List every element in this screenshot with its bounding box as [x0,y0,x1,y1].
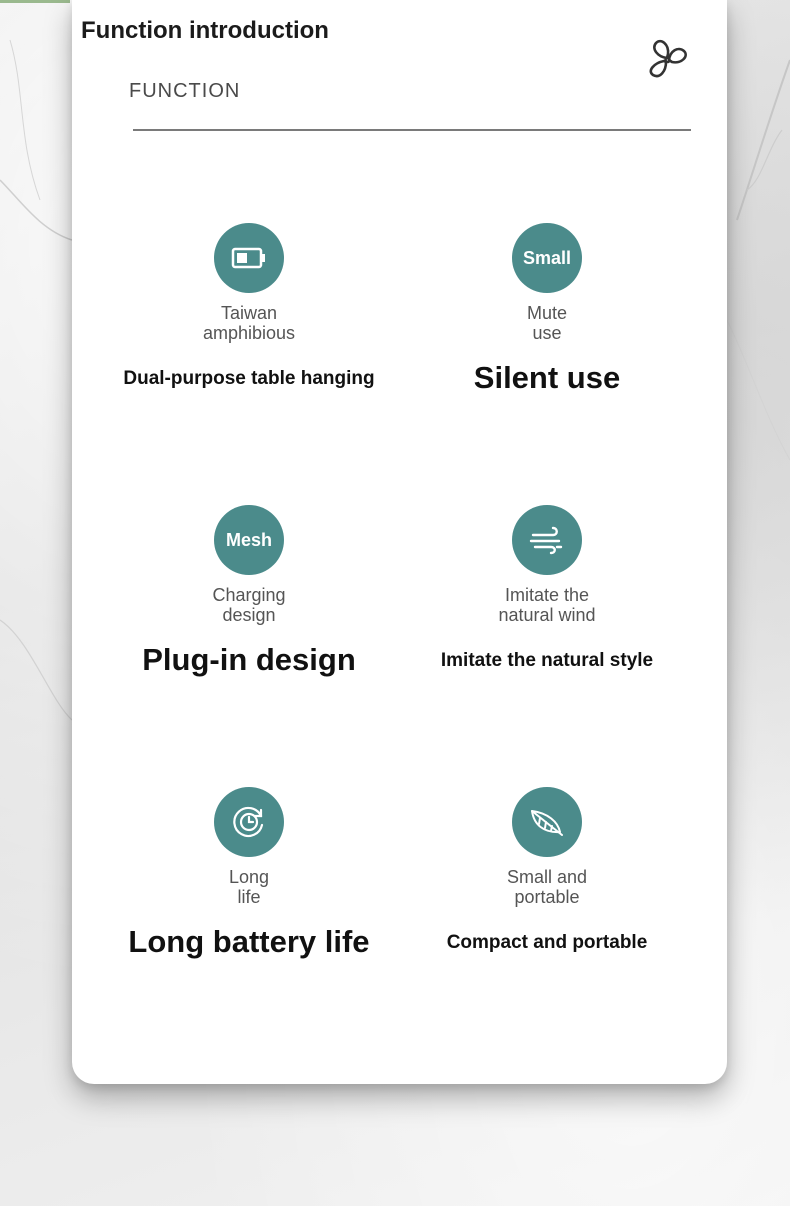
feature-item-compact [397,787,697,953]
marble-background-right [727,0,790,1206]
feature-caption [99,585,399,625]
caption-line: design [222,605,276,625]
caption-line: Small and [506,867,588,887]
caption-line: Long [228,867,270,887]
caption-line: Imitate the [504,585,590,605]
battery-icon [230,245,268,271]
caption-line: Taiwan [220,303,278,323]
feature-item-dual-purpose [99,223,399,389]
feature-badge [214,505,284,575]
caption-line: natural wind [498,605,596,625]
badge-text: Small [522,247,572,268]
feature-item-natural-wind [397,505,697,671]
caption-line: amphibious [202,323,296,343]
fan-icon [644,37,690,83]
feature-caption [397,867,697,907]
feature-caption [397,303,697,343]
page-title: Function introduction [81,17,329,44]
feature-heading: Imitate the natural style [440,650,654,671]
caption-line: portable [514,887,580,907]
section-subtitle: FUNCTION [129,80,241,102]
feature-heading: Dual-purpose table hanging [123,368,375,389]
section-divider [133,129,691,131]
feature-badge [512,787,582,857]
leaf-icon [528,805,566,839]
feature-heading: Compact and portable [446,932,648,953]
function-card [72,0,727,1084]
feature-badge [214,787,284,857]
feature-heading: Plug-in design [142,642,356,677]
marble-background-left [0,0,72,1206]
caption-line: Charging [212,585,286,605]
caption-line: Mute [526,303,568,323]
caption-line: use [532,323,562,343]
feature-caption [99,303,399,343]
feature-caption [397,585,697,625]
feature-badge [214,223,284,293]
feature-badge [512,223,582,293]
feature-item-silent-use [397,223,697,395]
feature-item-long-battery [99,787,399,959]
badge-text: Mesh [225,529,272,550]
feature-item-plug-in-design [99,505,399,677]
clock-cycle-icon [231,804,267,840]
caption-line: life [237,887,261,907]
feature-badge [512,505,582,575]
feature-caption [99,867,399,907]
feature-heading: Silent use [473,360,621,395]
wind-icon [527,524,567,556]
top-accent-strip [0,0,70,3]
feature-heading: Long battery life [128,924,370,959]
